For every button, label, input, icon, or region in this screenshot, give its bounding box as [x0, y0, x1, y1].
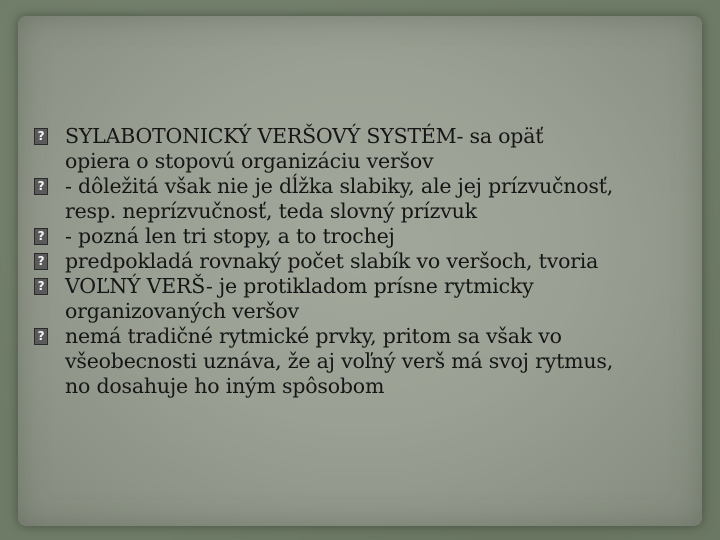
item-text: organizovaných veršov	[65, 299, 299, 323]
bullet-glyph-icon	[34, 253, 48, 270]
slide-text-body	[34, 124, 694, 399]
bullet-glyph-icon	[34, 128, 48, 145]
item-text: - pozná len tri stopy, a to trochej	[65, 224, 395, 248]
item-text: - sa opäť	[456, 124, 544, 148]
term-sylabotonicky: SYLABOTONICKÝ VERŠOVÝ SYSTÉM	[65, 124, 457, 148]
item-text: opiera o stopovú organizáciu veršov	[65, 149, 434, 173]
bullet-glyph-icon	[34, 228, 48, 245]
item-text: predpokladá rovnaký počet slabík vo veršoch, tvoria	[65, 249, 599, 273]
bullet-item-stopy	[34, 224, 694, 249]
bullet-item-volny-vers	[34, 274, 694, 324]
bullet-item-prizvucnost	[34, 174, 694, 224]
bullet-glyph-icon	[34, 278, 48, 295]
item-text: no dosahuje ho iným spôsobom	[65, 374, 385, 398]
bullet-item-sylabotonicky	[34, 124, 694, 174]
item-text: nemá tradičné rytmické prvky, pritom sa však vo	[65, 324, 562, 348]
bullet-glyph-icon	[34, 178, 48, 195]
item-text: - je protikladom prísne rytmicky	[205, 274, 534, 298]
item-text: resp. neprízvučnosť, teda slovný prízvuk	[65, 199, 477, 223]
bullet-item-slabiky	[34, 249, 694, 274]
term-volny-vers: VOĽNÝ VERŠ	[65, 274, 206, 298]
bullet-item-rytmus	[34, 324, 694, 399]
bullet-glyph-icon	[34, 328, 48, 345]
item-text: všeobecnosti uznáva, že aj voľný verš má svoj rytmus,	[65, 349, 614, 373]
item-text: - dôležitá však nie je dĺžka slabiky, ale jej prízvučnosť,	[65, 174, 614, 198]
